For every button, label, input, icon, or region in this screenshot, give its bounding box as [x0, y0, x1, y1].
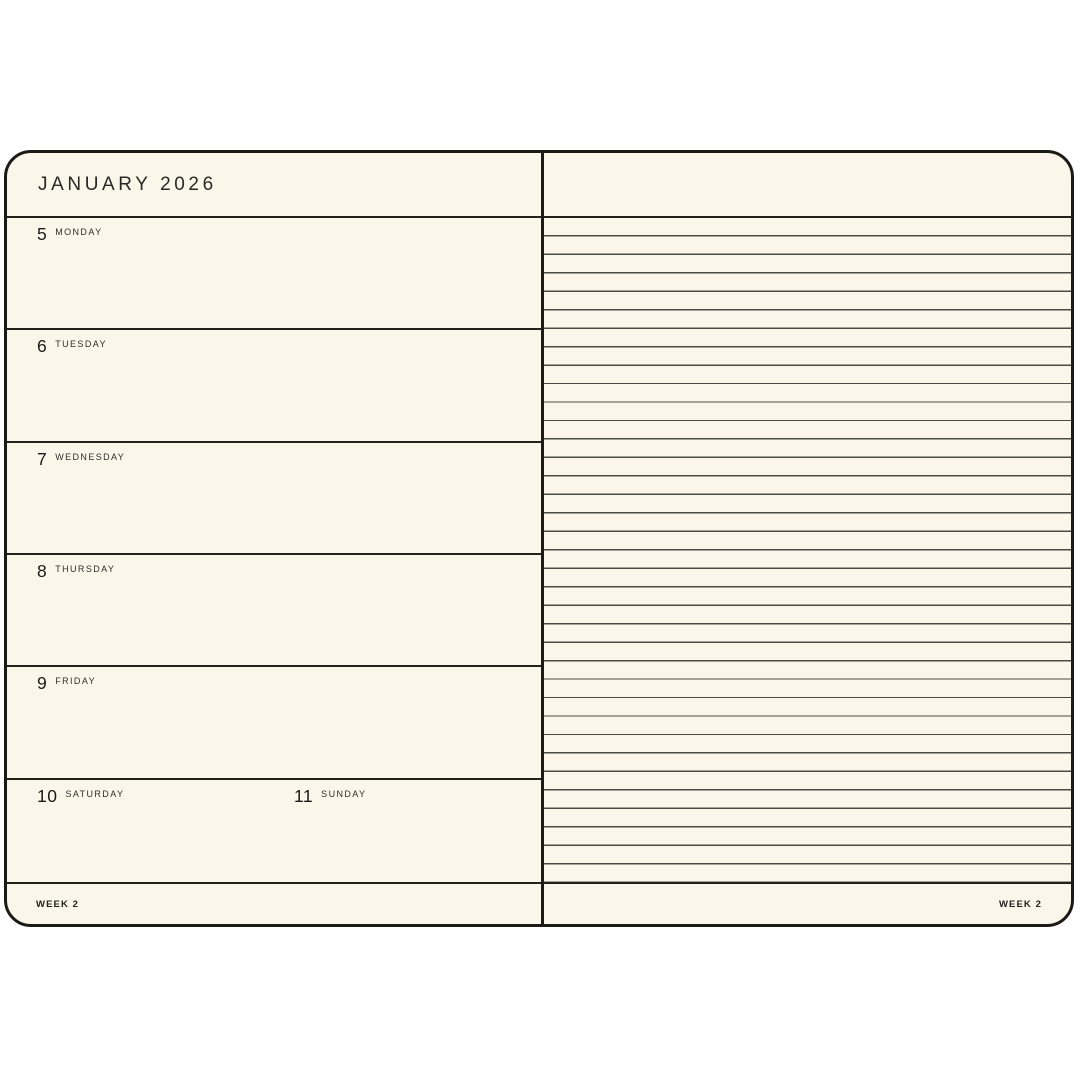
day-label: [37, 560, 541, 581]
day-cell-saturday: [7, 780, 284, 882]
day-row-weekend: [7, 780, 541, 882]
day-number: 10: [37, 785, 58, 806]
day-label: [37, 675, 541, 693]
day-row-wednesday: [7, 443, 541, 555]
week-page: [7, 153, 541, 924]
day-name: THURSDAY: [55, 563, 116, 574]
day-name: WEDNESDAY: [55, 451, 126, 462]
planner-spread: [4, 150, 1074, 927]
day-label: [37, 448, 541, 469]
day-number: 9: [37, 673, 48, 694]
notes-header-blank: [544, 153, 1071, 218]
day-label: [37, 338, 541, 356]
day-number: 11: [294, 785, 314, 806]
day-number: 7: [37, 448, 48, 469]
month-title: JANUARY 2026: [38, 173, 217, 195]
week-number-label: WEEK 2: [36, 898, 80, 910]
week-footer-right: [544, 882, 1071, 924]
month-header: [7, 153, 541, 218]
day-name: SUNDAY: [321, 788, 367, 799]
day-name: SATURDAY: [65, 788, 125, 799]
day-name: MONDAY: [55, 227, 103, 237]
week-footer-left: [7, 882, 541, 924]
day-row-friday: [7, 667, 541, 779]
week-number-label: WEEK 2: [998, 898, 1042, 910]
week-grid: [7, 218, 541, 882]
day-row-monday: [7, 218, 541, 330]
day-row-tuesday: [7, 330, 541, 442]
day-row-thursday: [7, 555, 541, 667]
day-number: 6: [37, 336, 48, 357]
day-number: 8: [37, 560, 48, 581]
day-cell-sunday: [284, 780, 541, 882]
day-label: [37, 226, 541, 244]
day-label: [37, 785, 284, 806]
day-name: FRIDAY: [55, 676, 96, 687]
day-number: 5: [37, 224, 48, 244]
ruled-note-lines: [544, 218, 1071, 882]
day-label: [294, 785, 541, 806]
day-name: TUESDAY: [55, 339, 107, 350]
notes-page: [544, 153, 1071, 924]
